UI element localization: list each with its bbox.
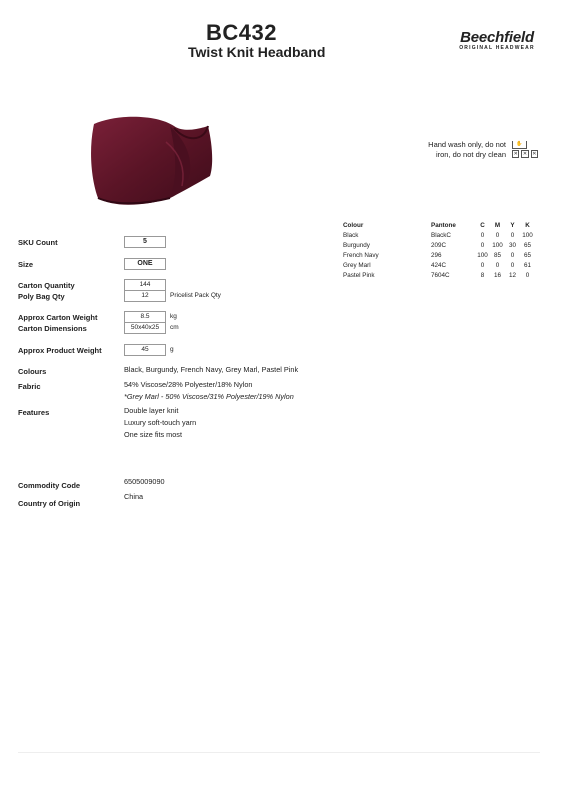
- cell: 0: [495, 232, 500, 239]
- cell: Grey Marl: [343, 262, 371, 269]
- brand-tagline: ORIGINAL HEADWEAR: [459, 45, 535, 51]
- carton-weight-unit: kg: [170, 313, 177, 320]
- cell: 16: [493, 272, 501, 279]
- brand-name: Beechfield: [460, 29, 534, 46]
- cell: 424C: [431, 262, 447, 269]
- origin-value: China: [124, 492, 144, 501]
- product-code: BC432: [206, 20, 277, 45]
- headband-image: [86, 112, 220, 210]
- header-k: K: [525, 222, 530, 229]
- cell: 0: [480, 232, 485, 239]
- product-weight-label: Approx Product Weight: [18, 346, 102, 355]
- carton-dim-label: Carton Dimensions: [18, 324, 87, 333]
- carton-weight-value: 8.5: [124, 311, 166, 323]
- header-pantone: Pantone: [431, 222, 456, 229]
- table-row: [343, 231, 535, 241]
- footer-divider: [18, 752, 540, 753]
- cell: 0: [510, 252, 515, 259]
- cell: 0: [495, 262, 500, 269]
- cell: 0: [510, 232, 515, 239]
- care-text-line2: iron, do not dry clean: [435, 150, 506, 159]
- product-weight-value: 45: [124, 344, 166, 356]
- carton-weight-label: Approx Carton Weight: [18, 313, 98, 322]
- cell: 30: [508, 242, 516, 249]
- poly-bag-label: Poly Bag Qty: [18, 292, 65, 301]
- size-value: ONE: [124, 258, 166, 270]
- header-m: M: [494, 222, 501, 229]
- cell: 0: [510, 262, 515, 269]
- cell: 0: [525, 272, 530, 279]
- cell: 296: [431, 252, 442, 259]
- colours-label: Colours: [18, 367, 47, 376]
- cell: BlackC: [431, 232, 451, 239]
- cell: 0: [480, 242, 485, 249]
- cell: Black: [343, 232, 359, 239]
- list-item: Luxury soft-touch yarn: [124, 418, 197, 427]
- product-weight-unit: g: [170, 346, 174, 353]
- cell: 65: [523, 252, 531, 259]
- cell: 85: [493, 252, 501, 259]
- cell: 12: [508, 272, 516, 279]
- commodity-value: 6505009090: [124, 477, 165, 486]
- header-y: Y: [510, 222, 515, 229]
- care-icons: [512, 141, 538, 159]
- product-name: Twist Knit Headband: [188, 44, 326, 60]
- table-row: [343, 251, 535, 261]
- cell: 100: [492, 242, 503, 249]
- cell: 209C: [431, 242, 447, 249]
- sku-count-value: 5: [124, 236, 166, 248]
- cell: 65: [523, 242, 531, 249]
- list-item: Double layer knit: [124, 406, 179, 415]
- cell: 100: [522, 232, 533, 239]
- colour-table-header: [343, 221, 535, 231]
- header-c: C: [480, 222, 485, 229]
- features-list: [124, 405, 196, 441]
- fabric-line2: *Grey Marl - 50% Viscose/31% Polyester/19% Nylon: [124, 392, 294, 401]
- cell: 8: [480, 272, 485, 279]
- cell: 7604C: [431, 272, 450, 279]
- fabric-value: [124, 379, 294, 403]
- no-iron-icon: ✕: [513, 151, 518, 157]
- cell: 100: [477, 252, 488, 259]
- commodity-label: Commodity Code: [18, 481, 81, 490]
- origin-label: Country of Origin: [18, 499, 81, 508]
- cell: French Navy: [343, 252, 379, 259]
- cell: 61: [523, 262, 531, 269]
- header-colour: Colour: [343, 222, 364, 229]
- no-dry-clean-icon: ✕: [532, 151, 537, 157]
- carton-qty-value: 144: [124, 279, 166, 291]
- table-row: [343, 271, 535, 281]
- features-label: Features: [18, 408, 50, 417]
- carton-dim-unit: cm: [170, 324, 179, 331]
- fabric-line1: 54% Viscose/28% Polyester/18% Nylon: [124, 380, 253, 389]
- table-row: [343, 241, 535, 251]
- carton-dim-value: 50x40x25: [124, 322, 166, 334]
- poly-bag-value: 12: [124, 290, 166, 302]
- sku-count-label: SKU Count: [18, 238, 58, 247]
- no-tumble-dry-icon: ✕: [522, 151, 528, 157]
- fabric-label: Fabric: [18, 382, 41, 391]
- carton-qty-label: Carton Quantity: [18, 281, 75, 290]
- size-label: Size: [18, 260, 34, 269]
- list-item: One size fits most: [124, 430, 182, 439]
- care-text-line1: Hand wash only, do not: [428, 140, 506, 149]
- hand-wash-icon: ✋: [512, 141, 527, 149]
- poly-bag-note: Pricelist Pack Qty: [170, 292, 221, 299]
- cell: Burgundy: [343, 242, 370, 249]
- table-row: [343, 261, 535, 271]
- brand-logo: [452, 30, 542, 52]
- colours-value: Black, Burgundy, French Navy, Grey Marl, Pastel Pink: [124, 365, 299, 374]
- care-instructions: [410, 140, 506, 160]
- cell: 0: [480, 262, 485, 269]
- colour-table: [343, 221, 535, 281]
- cell: Pastel Pink: [343, 272, 375, 279]
